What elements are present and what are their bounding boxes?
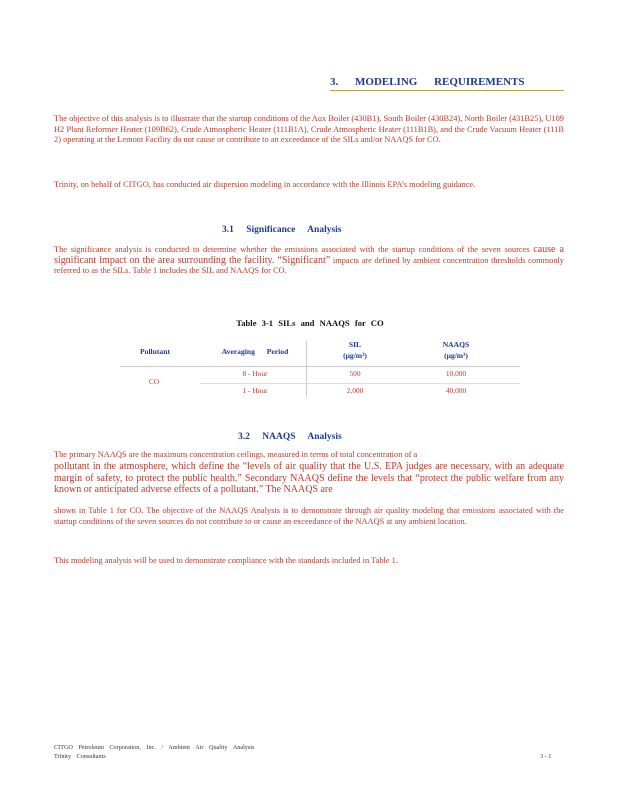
header-sil-unit: (μg/m³): [343, 351, 367, 360]
naaqs-objective-text: shown in Table 1 for CO. The objective of the NAAQS Analysis is to demonstrate through air quality modeling that emissions associated with the startup conditions of the seven sources do not contribute to or cause an exceedance of the NAAQS at any ambient location.: [54, 506, 564, 526]
naaqs-line-1: The primary NAAQS are the maximum concentration ceilings, measured in terms of total concentration of a: [54, 450, 418, 459]
significance-text-3: impacts are defined by ambient concentration thresholds commonly referred to as the SILs. Table 1 includes the SIL and NAAQS for CO.: [54, 255, 564, 276]
section-title: 3. MODELING REQUIREMENTS: [330, 76, 525, 88]
header-averaging-period: Averaging Period: [221, 347, 289, 356]
naaqs-heading: 3.2 NAAQS Analysis: [238, 432, 342, 442]
title-rule: [330, 90, 564, 91]
table-divider: [306, 341, 307, 397]
cell-sil-0: 500: [349, 369, 361, 378]
significance-text-2: cause a significant impact on the area surrounding the facility. “Significant”: [54, 244, 564, 266]
cell-period-1: 1 - Hour: [242, 386, 268, 395]
cell-period-0: 8 - Hour: [242, 369, 268, 378]
header-naaqs: NAAQS: [442, 340, 470, 349]
header-naaqs-unit: (μg/m³): [444, 351, 468, 360]
cell-sil-1: 2,000: [346, 386, 364, 395]
table-caption: Table 3-1 SILs and NAAQS for CO: [236, 318, 384, 328]
table-row-rule: [200, 383, 520, 384]
closing-paragraph: This modeling analysis will be used to demonstrate compliance with the standards included in Table 1.: [54, 556, 398, 565]
cell-naaqs-0: 10,000: [445, 369, 467, 378]
footer-company: CITGO Petroleum Corporation, Inc. / Ambient Air Quality Analysis: [54, 744, 255, 751]
table-header-rule: [120, 366, 520, 367]
page-number: 3 - 1: [540, 753, 552, 760]
intro-paragraph-1: The objective of this analysis is to illustrate that the startup conditions of the Aux Boiler (430B1), South Boiler (430B24), North Boiler (431B25), U109 H2 Plant Reformer Heater (109B62), Crude Atmospheric Heater (111B1A), Crude Atmospheric Heater (111B1B), and the Crude Vacuum Heater (111B 2) operating at the Lemont Facility do not cause or contribute to an exceedance of the SILs and/or NAAQS for CO.: [54, 114, 564, 145]
header-sil: SIL: [348, 340, 362, 349]
cell-pollutant: CO: [148, 377, 160, 386]
naaqs-definition-text: pollutant in the atmosphere, which define the “levels of air quality that the U.S. EPA judges are necessary, with an adequate margin of safety, to protect the public health.” Secondary NAAQS define the levels that “protect the public welfare from any known or anticipated adverse effects of a pollutant.” The NAAQS are: [54, 461, 564, 496]
significance-text-1: The significance analysis is conducted to determine whether the emissions associated with the startup conditions of the seven sources: [54, 245, 530, 254]
cell-naaqs-1: 40,000: [445, 386, 467, 395]
header-pollutant: Pollutant: [140, 347, 170, 356]
significance-paragraph: [54, 245, 564, 277]
significance-heading: 3.1 Significance Analysis: [222, 225, 342, 235]
intro-paragraph-2: Trinity, on behalf of CITGO, has conducted air dispersion modeling in accordance with the Illinois EPA’s modeling guidance.: [54, 180, 476, 189]
footer-consultant: Trinity Consultants: [54, 753, 106, 760]
